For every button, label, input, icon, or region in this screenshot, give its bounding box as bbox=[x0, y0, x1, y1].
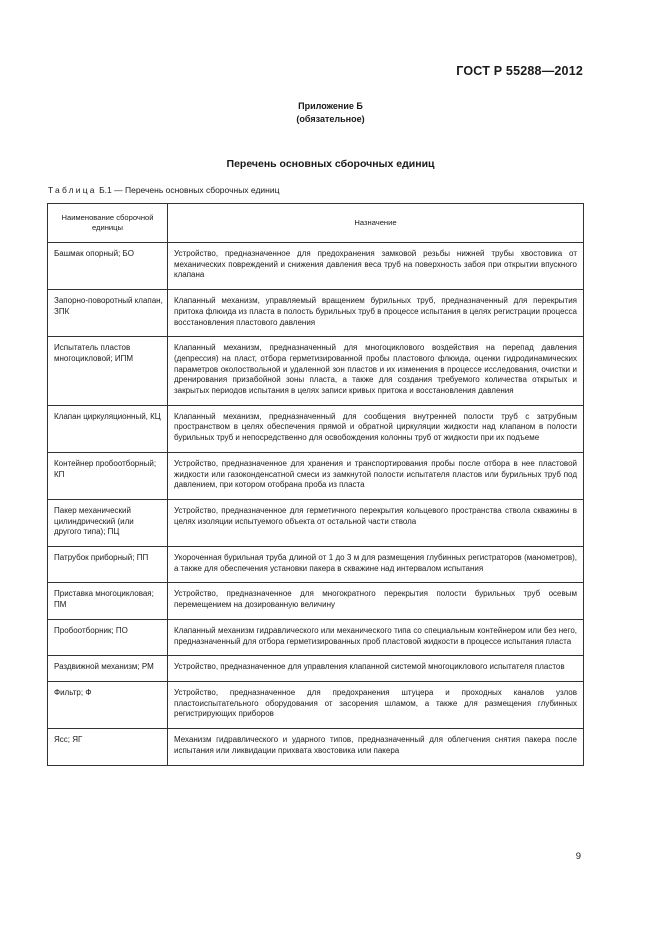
unit-name: Патрубок приборный; ПП bbox=[48, 547, 168, 583]
table-row bbox=[48, 405, 584, 452]
unit-name: Раздвижной механизм; РМ bbox=[48, 656, 168, 682]
standard-code: ГОСТ Р 55288—2012 bbox=[456, 64, 583, 78]
unit-name: Приставка многоцикловая; ПМ bbox=[48, 583, 168, 619]
unit-name: Фильтр; Ф bbox=[48, 681, 168, 728]
table-header-row bbox=[48, 204, 584, 243]
table-caption-prefix: Таблица bbox=[48, 185, 97, 195]
table-row bbox=[48, 243, 584, 290]
unit-purpose: Устройство, предназначенное для герметичного перекрытия кольцевого пространства ствола скважины в целях изоляции испытуемого объекта от остальной части ствола bbox=[168, 499, 584, 546]
unit-purpose: Устройство, предназначенное для управления клапанной системой многоциклового испытателя пластов bbox=[168, 656, 584, 682]
unit-name: Клапан циркуляционный, КЦ bbox=[48, 405, 168, 452]
unit-name: Башмак опорный; БО bbox=[48, 243, 168, 290]
appendix-status: (обязательное) bbox=[296, 114, 365, 124]
unit-purpose: Укороченная бурильная труба длиной от 1 до 3 м для размещения глубинных регистраторов (манометров), а также для обеспечения установки пакера в скважине над интервалом испытания bbox=[168, 547, 584, 583]
unit-name: Пакер механический цилиндрический (или другого типа); ПЦ bbox=[48, 499, 168, 546]
table-row bbox=[48, 290, 584, 337]
unit-purpose: Клапанный механизм гидравлического или механического типа со специальным контейнером или без него, предназначенный для отбора герметизированных проб пластовой жидкости в процессе испытания пласта bbox=[168, 619, 584, 655]
unit-purpose: Клапанный механизм, управляемый вращением бурильных труб, предназначенный для перекрытия притока флюида из пласта в полость бурильных труб в процессе испытания в целях регистрации процесса восстановления пластового давления bbox=[168, 290, 584, 337]
table-row bbox=[48, 681, 584, 728]
appendix-heading bbox=[0, 100, 661, 126]
table-caption bbox=[48, 185, 279, 195]
unit-name: Пробоотборник; ПО bbox=[48, 619, 168, 655]
unit-name: Испытатель пластов многоцикловой; ИПМ bbox=[48, 337, 168, 406]
unit-purpose: Клапанный механизм, предназначенный для сообщения внутренней полости труб с затрубным пространством в целях обеспечения прямой и обратной циркуляции жидкости над клапаном в полости бурильных труб и непосредственно для освобождения колонны труб от жидкости при их подъеме bbox=[168, 405, 584, 452]
table-row bbox=[48, 547, 584, 583]
table-row bbox=[48, 499, 584, 546]
table-row bbox=[48, 583, 584, 619]
unit-purpose: Устройство, предназначенное для хранения и транспортирования пробы после отбора в нее пластовой жидкости или газоконденсатной смеси из замкнутой полости испытателя пластов или бурильных труб под давлением, при котором отобрана проба из пласта bbox=[168, 452, 584, 499]
table-row bbox=[48, 619, 584, 655]
table-row bbox=[48, 729, 584, 765]
appendix-title: Приложение Б bbox=[298, 101, 363, 111]
assembly-units-table bbox=[47, 203, 584, 766]
unit-purpose: Клапанный механизм, предназначенный для многоциклового воздействия на перепад давления (депрессия) на пласт, отбора герметизированной пробы пластового флюида, оценки гидродинамических параметров околоствольной и удаленной зон пластов и их изменения в процессе исследования, очистки и дренирования призабойной зоны пласта, а также для создания требуемого количества открытых и закрытых периодов испытания в целях записи кривых притока и восстановления давления bbox=[168, 337, 584, 406]
header-purpose: Назначение bbox=[168, 204, 584, 243]
table-row bbox=[48, 452, 584, 499]
unit-purpose: Устройство, предназначенное для предохранения штуцера и проходных каналов узлов пластоиспытательного оборудования от засорения шламом, а также для размещения глубинных регистрирующих приборов bbox=[168, 681, 584, 728]
unit-name: Запорно-поворотный клапан, ЗПК bbox=[48, 290, 168, 337]
table-row bbox=[48, 337, 584, 406]
unit-purpose: Механизм гидравлического и ударного типов, предназначенный для облегчения снятия пакера после испытания или ликвидации прихвата хвостовика или пакера bbox=[168, 729, 584, 765]
unit-purpose: Устройство, предназначенное для предохранения замковой резьбы нижней трубы хвостовика от механических повреждений и снижения давления веса труб на поверхность забоя при открытии впускного клапана bbox=[168, 243, 584, 290]
unit-purpose: Устройство, предназначенное для многократного перекрытия полости бурильных труб осевым перемещением на дозированную величину bbox=[168, 583, 584, 619]
page-number: 9 bbox=[575, 851, 581, 862]
table-caption-text: Б.1 — Перечень основных сборочных единиц bbox=[96, 185, 280, 195]
unit-name: Ясс; ЯГ bbox=[48, 729, 168, 765]
unit-name: Контейнер пробоотборный; КП bbox=[48, 452, 168, 499]
table-row bbox=[48, 656, 584, 682]
header-name: Наименование сборочной единицы bbox=[48, 204, 168, 243]
section-title: Перечень основных сборочных единиц bbox=[226, 158, 435, 170]
